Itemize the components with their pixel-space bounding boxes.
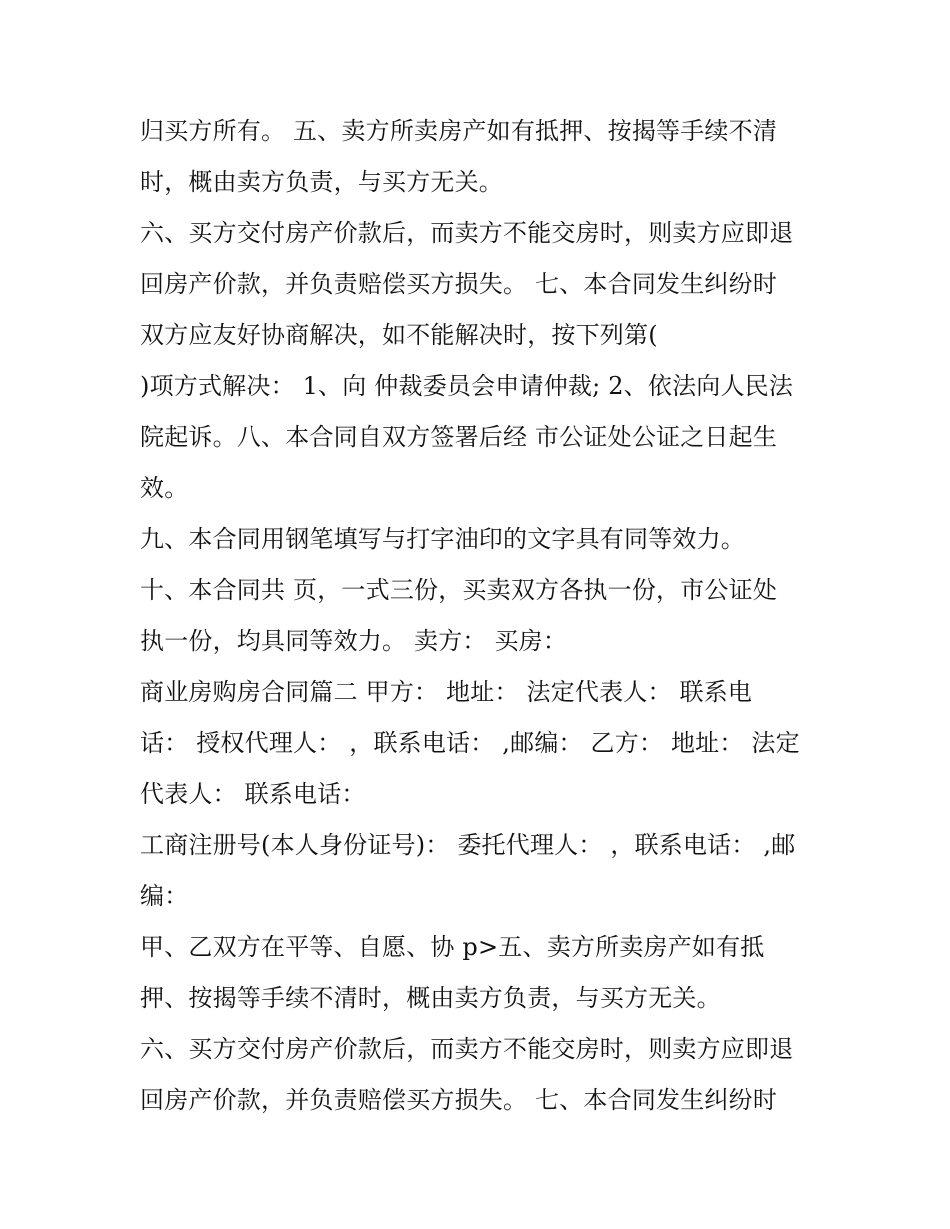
text-line: 六、买方交付房产价款后，而卖方不能交房时，则卖方应即退 [140,1035,794,1063]
contract-text-body [140,106,830,1126]
text-line: 六、买方交付房产价款后，而卖方不能交房时，则卖方应即退 [140,219,794,247]
text-line: 话： 授权代理人： ，联系电话： ,邮编： 乙方： 地址： 法定 [140,729,800,757]
text-line: 代表人： 联系电话： [140,780,366,808]
text-line: 回房产价款，并负责赔偿买方损失。 七、本合同发生纠纷时 [140,270,778,298]
text-line: 十、本合同共 页，一式三份，买卖双方各执一份，市公证处 [140,576,778,604]
text-line: 工商注册号(本人身份证号)： 委托代理人： ，联系电话： ,邮 [140,831,796,859]
text-line: 回房产价款，并负责赔偿买方损失。 七、本合同发生纠纷时 [140,1086,778,1114]
text-line: 院起诉。八、本合同自双方签署后经 市公证处公证之日起生 [140,423,778,451]
text-line: 押、按揭等手续不清时，概由卖方负责，与买方无关。 [140,984,721,1012]
text-line: 效。 [140,474,189,502]
text-line: 商业房购房合同篇二 甲方： 地址： 法定代表人： 联系电 [140,678,753,706]
text-line: 双方应友好协商解决，如不能解决时，按下列第( [140,321,658,349]
text-line: 编： [140,882,189,910]
text-line: )项方式解决： 1、向 仲裁委员会申请仲裁; 2、依法向人民法 [140,372,794,400]
text-line: 归买方所有。 五、卖方所卖房产如有抵押、按揭等手续不清 [140,117,778,145]
text-line: 执一份，均具同等效力。 卖方： 买房： [140,627,568,655]
text-line: 九、本合同用钢笔填写与打字油印的文字具有同等效力。 [140,525,745,553]
text-line: 时，概由卖方负责，与买方无关。 [140,168,503,196]
text-line: 甲、乙双方在平等、自愿、协 p>五、卖方所卖房产如有抵 [140,933,765,961]
